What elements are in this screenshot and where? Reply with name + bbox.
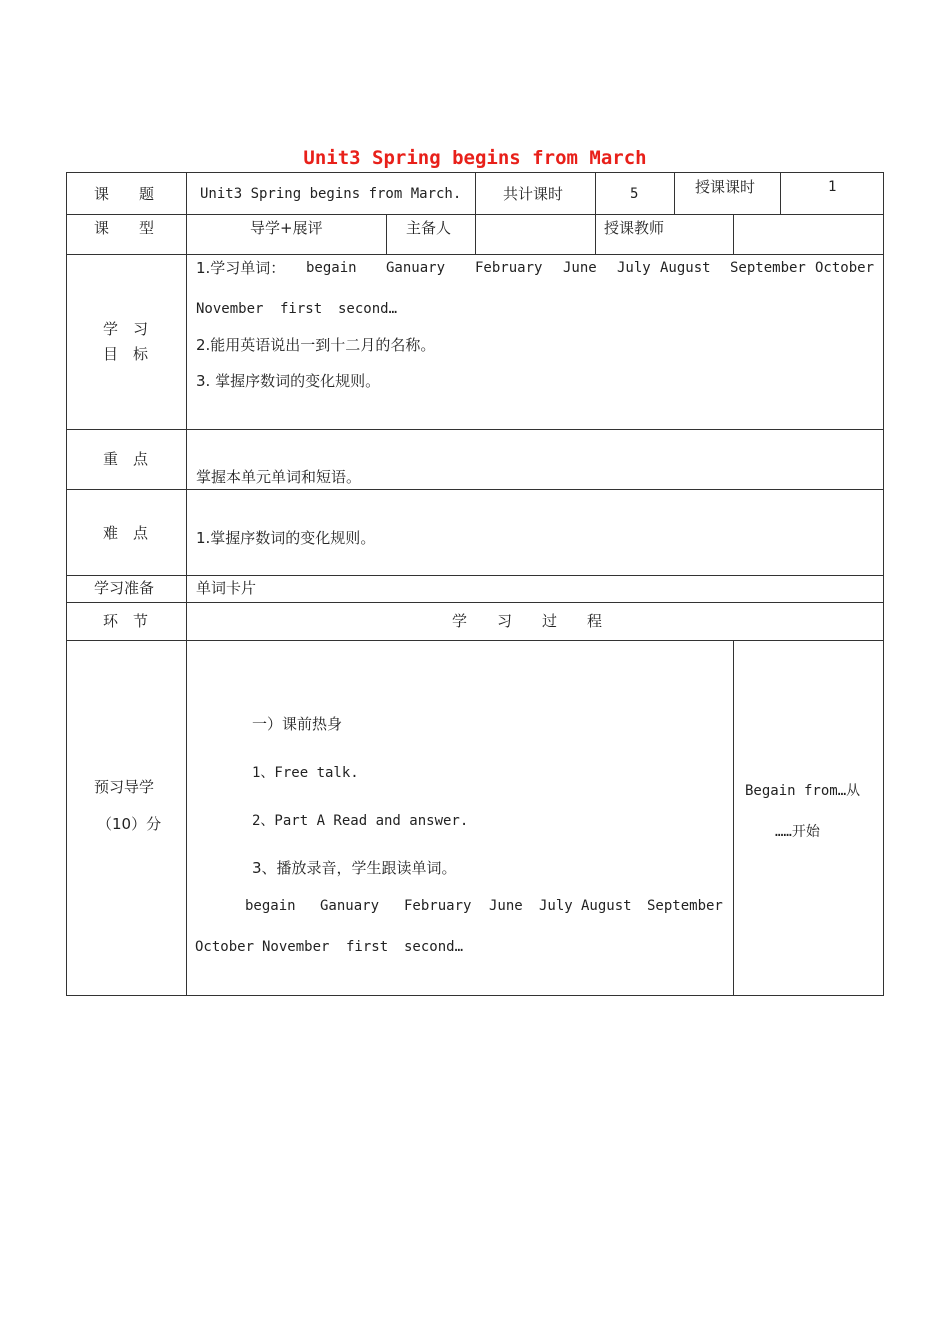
process-stage-label: 环 节 bbox=[103, 612, 149, 630]
preview-step-2: 2、Part A Read and answer. bbox=[252, 813, 469, 829]
preview-word: November bbox=[262, 939, 330, 955]
document-title: Unit3 Spring begins from March bbox=[303, 147, 647, 169]
preview-word: second… bbox=[404, 939, 464, 955]
preview-step-3: 3、播放录音，学生跟读单词。 bbox=[252, 859, 457, 877]
preview-label-line2: （10）分 bbox=[97, 815, 162, 833]
topic-value: Unit3 Spring begins from March. bbox=[200, 186, 462, 202]
total-hours-label: 共计课时 bbox=[503, 185, 564, 203]
objectives-label-line1: 学 习 bbox=[103, 320, 149, 338]
teach-hours-value: 1 bbox=[828, 179, 837, 195]
objective-1-prefix: 1.学习单词： bbox=[196, 259, 286, 277]
process-header: 学 习 过 程 bbox=[452, 612, 603, 630]
type-value: 导学+展评 bbox=[250, 219, 323, 237]
preview-label-line1: 预习导学 bbox=[94, 778, 155, 796]
preview-word: begain bbox=[245, 898, 296, 914]
type-label: 课 型 bbox=[94, 219, 155, 237]
teach-hours-label: 授课课时 bbox=[695, 178, 756, 196]
objective-1-word: begain bbox=[306, 260, 357, 276]
key-points-text: 掌握本单元单词和短语。 bbox=[196, 468, 362, 486]
objective-1-word: July bbox=[617, 260, 651, 276]
preparation-label: 学习准备 bbox=[94, 579, 155, 597]
preparation-text: 单词卡片 bbox=[196, 579, 257, 597]
objective-1-word: November bbox=[196, 301, 264, 317]
preview-step-1: 1、Free talk. bbox=[252, 765, 359, 781]
preview-word: July bbox=[539, 898, 573, 914]
objective-1-word: October bbox=[815, 260, 875, 276]
preview-note-line1: Begain from…从 bbox=[745, 783, 861, 799]
objective-1-word: second… bbox=[338, 301, 398, 317]
preview-word: October bbox=[195, 939, 255, 955]
objective-3: 3. 掌握序数词的变化规则。 bbox=[196, 372, 381, 390]
preparer-label: 主备人 bbox=[406, 219, 452, 237]
preview-word: February bbox=[404, 898, 472, 914]
key-points-label: 重 点 bbox=[103, 450, 149, 468]
total-hours-value: 5 bbox=[630, 186, 639, 202]
preview-note-line2: ……开始 bbox=[775, 824, 820, 840]
objective-1-word: September bbox=[730, 260, 806, 276]
objective-1-word: February bbox=[475, 260, 543, 276]
objective-1-word: first bbox=[280, 301, 323, 317]
objectives-label-line2: 目 标 bbox=[103, 345, 149, 363]
objective-1-word: August bbox=[660, 260, 711, 276]
topic-label: 课 题 bbox=[94, 185, 155, 203]
preview-word: August bbox=[581, 898, 632, 914]
objective-1-word: June bbox=[563, 260, 597, 276]
preview-word: September bbox=[647, 898, 723, 914]
objective-2: 2.能用英语说出一到十二月的名称。 bbox=[196, 336, 436, 354]
objective-1-word: Ganuary bbox=[386, 260, 446, 276]
preview-word: first bbox=[346, 939, 389, 955]
preview-word: June bbox=[489, 898, 523, 914]
preview-heading: 一）课前热身 bbox=[252, 715, 343, 733]
difficulties-label: 难 点 bbox=[103, 524, 149, 542]
preview-word: Ganuary bbox=[320, 898, 380, 914]
teacher-label: 授课教师 bbox=[604, 219, 665, 237]
difficulties-text: 1.掌握序数词的变化规则。 bbox=[196, 529, 376, 547]
